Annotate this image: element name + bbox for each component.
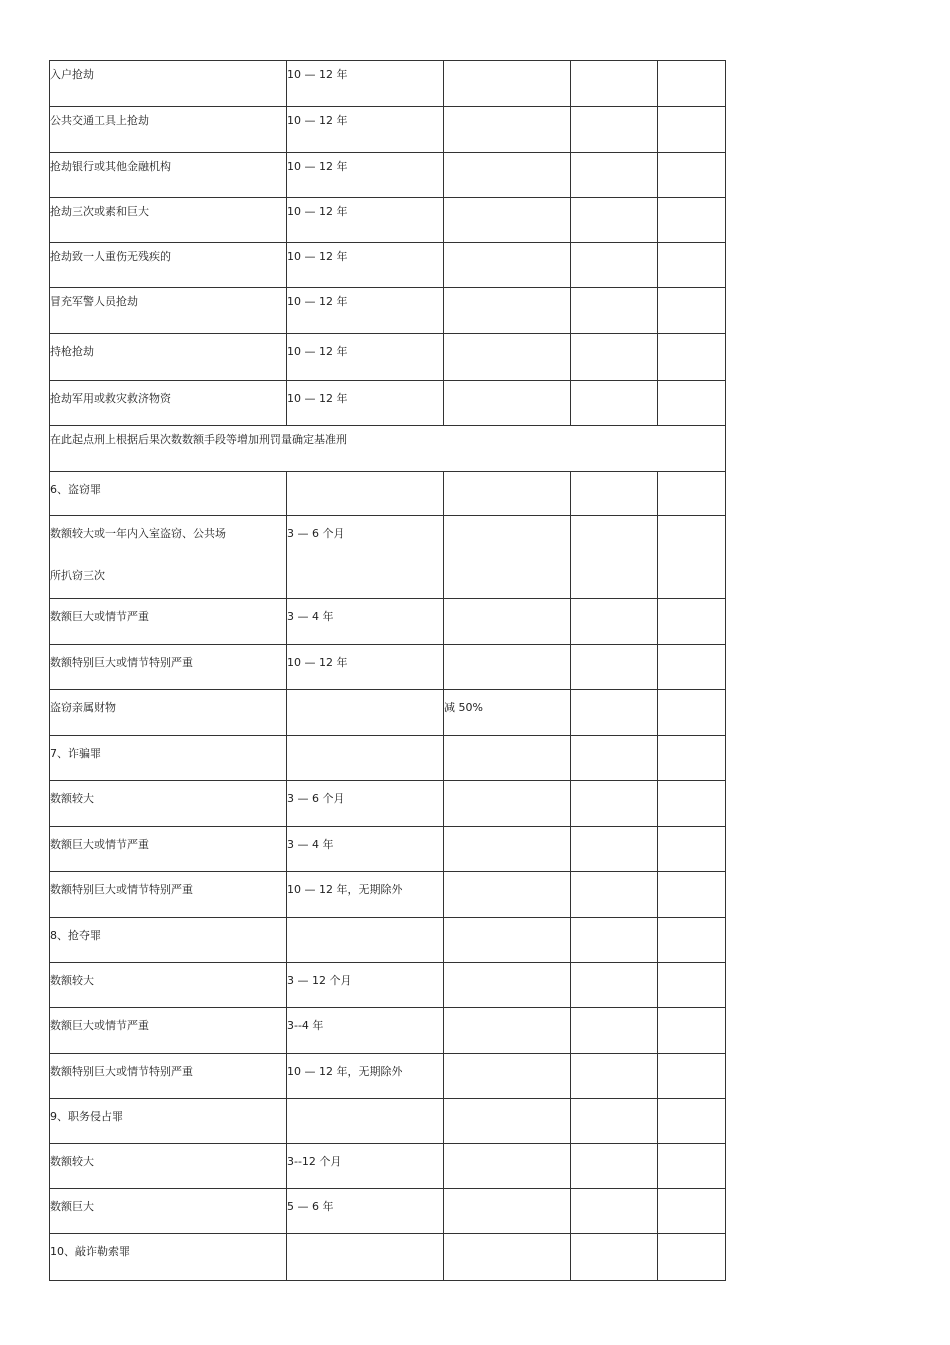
adjustment-cell bbox=[444, 198, 571, 243]
offense-label: 抢劫军用或救灾救济物资 bbox=[50, 392, 171, 405]
offense-cell bbox=[50, 872, 287, 918]
sentence-range: 10 — 12 年 bbox=[287, 392, 348, 405]
range-cell bbox=[287, 243, 444, 288]
offense-label: 持枪抢劫 bbox=[50, 345, 94, 358]
sentence-range: 10 — 12 年 bbox=[287, 656, 348, 669]
sentence-range: 10 — 12 年，无期除外 bbox=[287, 1065, 403, 1078]
range-cell bbox=[287, 1234, 444, 1281]
adjustment-cell bbox=[444, 1144, 571, 1189]
empty-cell bbox=[571, 781, 658, 827]
empty-cell bbox=[658, 918, 726, 963]
table-row bbox=[50, 918, 726, 963]
offense-cell bbox=[50, 1189, 287, 1234]
range-cell bbox=[287, 872, 444, 918]
adjustment-cell bbox=[444, 1189, 571, 1234]
offense-label: 公共交通工具上抢劫 bbox=[50, 114, 149, 127]
offense-label: 入户抢劫 bbox=[50, 68, 94, 81]
table-row bbox=[50, 334, 726, 381]
offense-heading-cell bbox=[50, 918, 287, 963]
range-cell bbox=[287, 198, 444, 243]
adjustment-cell bbox=[444, 1054, 571, 1099]
range-cell bbox=[287, 1189, 444, 1234]
table-row bbox=[50, 872, 726, 918]
empty-cell bbox=[571, 153, 658, 198]
adjustment-cell bbox=[444, 918, 571, 963]
empty-cell bbox=[658, 827, 726, 872]
empty-cell bbox=[658, 781, 726, 827]
offense-heading: 10、敲诈勒索罪 bbox=[50, 1245, 130, 1258]
merged-note-cell bbox=[50, 426, 726, 472]
offense-label: 数额巨大或情节严重 bbox=[50, 610, 149, 623]
offense-cell bbox=[50, 107, 287, 153]
empty-cell bbox=[658, 645, 726, 690]
adjustment-cell bbox=[444, 472, 571, 516]
range-cell bbox=[287, 963, 444, 1008]
table-row bbox=[50, 1234, 726, 1281]
sentence-range: 3 — 4 年 bbox=[287, 838, 334, 851]
offense-cell bbox=[50, 334, 287, 381]
empty-cell bbox=[571, 645, 658, 690]
sentence-range: 10 — 12 年 bbox=[287, 68, 348, 81]
sentence-range: 10 — 12 年 bbox=[287, 205, 348, 218]
offense-heading: 8、抢夺罪 bbox=[50, 929, 101, 942]
empty-cell bbox=[571, 107, 658, 153]
table-row bbox=[50, 153, 726, 198]
empty-cell bbox=[571, 736, 658, 781]
offense-cell bbox=[50, 381, 287, 426]
empty-cell bbox=[658, 1189, 726, 1234]
empty-cell bbox=[571, 334, 658, 381]
empty-cell bbox=[658, 690, 726, 736]
table-row bbox=[50, 288, 726, 334]
adjustment-cell bbox=[444, 288, 571, 334]
offense-heading-cell bbox=[50, 1099, 287, 1144]
range-cell bbox=[287, 1144, 444, 1189]
range-cell bbox=[287, 334, 444, 381]
empty-cell bbox=[658, 198, 726, 243]
adjustment-cell bbox=[444, 1234, 571, 1281]
empty-cell bbox=[658, 1099, 726, 1144]
adjustment-cell bbox=[444, 334, 571, 381]
empty-cell bbox=[658, 288, 726, 334]
table-row bbox=[50, 381, 726, 426]
table-row bbox=[50, 198, 726, 243]
table-row bbox=[50, 599, 726, 645]
offense-label: 数额巨大或情节严重 bbox=[50, 838, 149, 851]
offense-cell bbox=[50, 827, 287, 872]
sentence-range: 10 — 12 年 bbox=[287, 295, 348, 308]
sentence-range: 10 — 12 年，无期除外 bbox=[287, 883, 403, 896]
table-row bbox=[50, 1189, 726, 1234]
adjustment-cell bbox=[444, 872, 571, 918]
offense-label: 数额较大或一年内入室盗窃、公共场 bbox=[50, 527, 226, 540]
offense-heading: 7、诈骗罪 bbox=[50, 747, 101, 760]
range-cell bbox=[287, 1054, 444, 1099]
adjustment-cell bbox=[444, 963, 571, 1008]
range-cell bbox=[287, 1099, 444, 1144]
sentencing-table bbox=[49, 60, 726, 1281]
offense-cell bbox=[50, 645, 287, 690]
offense-label: 数额特别巨大或情节特别严重 bbox=[50, 883, 193, 896]
range-cell bbox=[287, 61, 444, 107]
range-cell bbox=[287, 918, 444, 963]
adjustment-cell bbox=[444, 736, 571, 781]
adjustment-cell bbox=[444, 107, 571, 153]
empty-cell bbox=[658, 334, 726, 381]
offense-heading: 6、盗窃罪 bbox=[50, 483, 101, 496]
sentence-range: 3--4 年 bbox=[287, 1019, 324, 1032]
table-row bbox=[50, 1144, 726, 1189]
offense-cell bbox=[50, 516, 287, 599]
adjustment-cell bbox=[444, 1008, 571, 1054]
empty-cell bbox=[571, 472, 658, 516]
range-cell bbox=[287, 381, 444, 426]
table-row bbox=[50, 426, 726, 472]
offense-label: 抢劫致一人重伤无残疾的 bbox=[50, 250, 171, 263]
offense-label-continued: 所扒窃三次 bbox=[50, 569, 105, 582]
table-row bbox=[50, 736, 726, 781]
empty-cell bbox=[571, 198, 658, 243]
empty-cell bbox=[658, 872, 726, 918]
empty-cell bbox=[571, 1054, 658, 1099]
offense-cell bbox=[50, 690, 287, 736]
table-row bbox=[50, 1054, 726, 1099]
offense-label: 数额较大 bbox=[50, 1155, 94, 1168]
offense-label: 数额巨大 bbox=[50, 1200, 94, 1213]
adjustment-cell bbox=[444, 153, 571, 198]
empty-cell bbox=[658, 1054, 726, 1099]
table-row bbox=[50, 781, 726, 827]
empty-cell bbox=[658, 1008, 726, 1054]
sentence-range: 3--12 个月 bbox=[287, 1155, 342, 1168]
offense-heading-cell bbox=[50, 472, 287, 516]
adjustment-cell bbox=[444, 781, 571, 827]
sentence-range: 3 — 12 个月 bbox=[287, 974, 352, 987]
offense-label: 数额特别巨大或情节特别严重 bbox=[50, 656, 193, 669]
empty-cell bbox=[658, 153, 726, 198]
table-row bbox=[50, 472, 726, 516]
sentence-range: 5 — 6 年 bbox=[287, 1200, 334, 1213]
empty-cell bbox=[658, 61, 726, 107]
empty-cell bbox=[571, 872, 658, 918]
offense-heading: 9、职务侵占罪 bbox=[50, 1110, 123, 1123]
offense-label: 数额特别巨大或情节特别严重 bbox=[50, 1065, 193, 1078]
empty-cell bbox=[658, 516, 726, 599]
range-cell bbox=[287, 645, 444, 690]
empty-cell bbox=[571, 243, 658, 288]
table-row bbox=[50, 1099, 726, 1144]
table-row bbox=[50, 516, 726, 599]
sentence-range: 3 — 4 年 bbox=[287, 610, 334, 623]
range-cell bbox=[287, 472, 444, 516]
empty-cell bbox=[571, 381, 658, 426]
empty-cell bbox=[658, 1234, 726, 1281]
offense-label: 数额较大 bbox=[50, 792, 94, 805]
offense-cell bbox=[50, 963, 287, 1008]
empty-cell bbox=[658, 243, 726, 288]
sentence-range: 10 — 12 年 bbox=[287, 114, 348, 127]
empty-cell bbox=[571, 599, 658, 645]
empty-cell bbox=[571, 1008, 658, 1054]
offense-label: 盗窃亲属财物 bbox=[50, 701, 116, 714]
range-cell bbox=[287, 1008, 444, 1054]
offense-label: 抢劫银行或其他金融机构 bbox=[50, 160, 171, 173]
empty-cell bbox=[658, 736, 726, 781]
table-row bbox=[50, 827, 726, 872]
sentence-range: 3 — 6 个月 bbox=[287, 792, 345, 805]
table-row bbox=[50, 243, 726, 288]
range-cell bbox=[287, 153, 444, 198]
empty-cell bbox=[571, 1189, 658, 1234]
adjustment-cell bbox=[444, 827, 571, 872]
adjustment-cell bbox=[444, 243, 571, 288]
offense-cell bbox=[50, 781, 287, 827]
reduction-value: 减 50% bbox=[444, 701, 483, 714]
adjustment-cell bbox=[444, 381, 571, 426]
table-row bbox=[50, 107, 726, 153]
range-cell bbox=[287, 107, 444, 153]
adjustment-cell bbox=[444, 61, 571, 107]
empty-cell bbox=[658, 381, 726, 426]
range-cell bbox=[287, 827, 444, 872]
empty-cell bbox=[571, 963, 658, 1008]
empty-cell bbox=[571, 1144, 658, 1189]
offense-label: 冒充军警人员抢劫 bbox=[50, 295, 138, 308]
offense-cell bbox=[50, 243, 287, 288]
range-cell bbox=[287, 690, 444, 736]
range-cell bbox=[287, 781, 444, 827]
offense-cell bbox=[50, 599, 287, 645]
note-text: 在此起点刑上根据后果次数数额手段等增加刑罚量确定基准刑 bbox=[50, 433, 347, 446]
offense-cell bbox=[50, 1054, 287, 1099]
table-row bbox=[50, 1008, 726, 1054]
empty-cell bbox=[571, 827, 658, 872]
offense-cell bbox=[50, 1008, 287, 1054]
offense-cell bbox=[50, 288, 287, 334]
sentence-range: 10 — 12 年 bbox=[287, 345, 348, 358]
offense-cell bbox=[50, 153, 287, 198]
adjustment-cell bbox=[444, 516, 571, 599]
empty-cell bbox=[571, 690, 658, 736]
sentence-range: 10 — 12 年 bbox=[287, 250, 348, 263]
empty-cell bbox=[658, 963, 726, 1008]
offense-cell bbox=[50, 61, 287, 107]
empty-cell bbox=[658, 599, 726, 645]
adjustment-cell bbox=[444, 599, 571, 645]
range-cell bbox=[287, 288, 444, 334]
empty-cell bbox=[658, 472, 726, 516]
range-cell bbox=[287, 516, 444, 599]
empty-cell bbox=[571, 1234, 658, 1281]
offense-label: 抢劫三次或素和巨大 bbox=[50, 205, 149, 218]
empty-cell bbox=[571, 1099, 658, 1144]
offense-heading-cell bbox=[50, 736, 287, 781]
offense-cell bbox=[50, 1144, 287, 1189]
empty-cell bbox=[571, 918, 658, 963]
empty-cell bbox=[571, 61, 658, 107]
offense-cell bbox=[50, 198, 287, 243]
empty-cell bbox=[658, 107, 726, 153]
table-row bbox=[50, 690, 726, 736]
table-row bbox=[50, 645, 726, 690]
sentence-range: 3 — 6 个月 bbox=[287, 527, 345, 540]
offense-label: 数额巨大或情节严重 bbox=[50, 1019, 149, 1032]
offense-label: 数额较大 bbox=[50, 974, 94, 987]
sentence-range: 10 — 12 年 bbox=[287, 160, 348, 173]
empty-cell bbox=[571, 516, 658, 599]
empty-cell bbox=[571, 288, 658, 334]
adjustment-cell bbox=[444, 1099, 571, 1144]
adjustment-cell bbox=[444, 690, 571, 736]
table-row bbox=[50, 963, 726, 1008]
range-cell bbox=[287, 736, 444, 781]
adjustment-cell bbox=[444, 645, 571, 690]
empty-cell bbox=[658, 1144, 726, 1189]
table-row bbox=[50, 61, 726, 107]
range-cell bbox=[287, 599, 444, 645]
offense-heading-cell bbox=[50, 1234, 287, 1281]
